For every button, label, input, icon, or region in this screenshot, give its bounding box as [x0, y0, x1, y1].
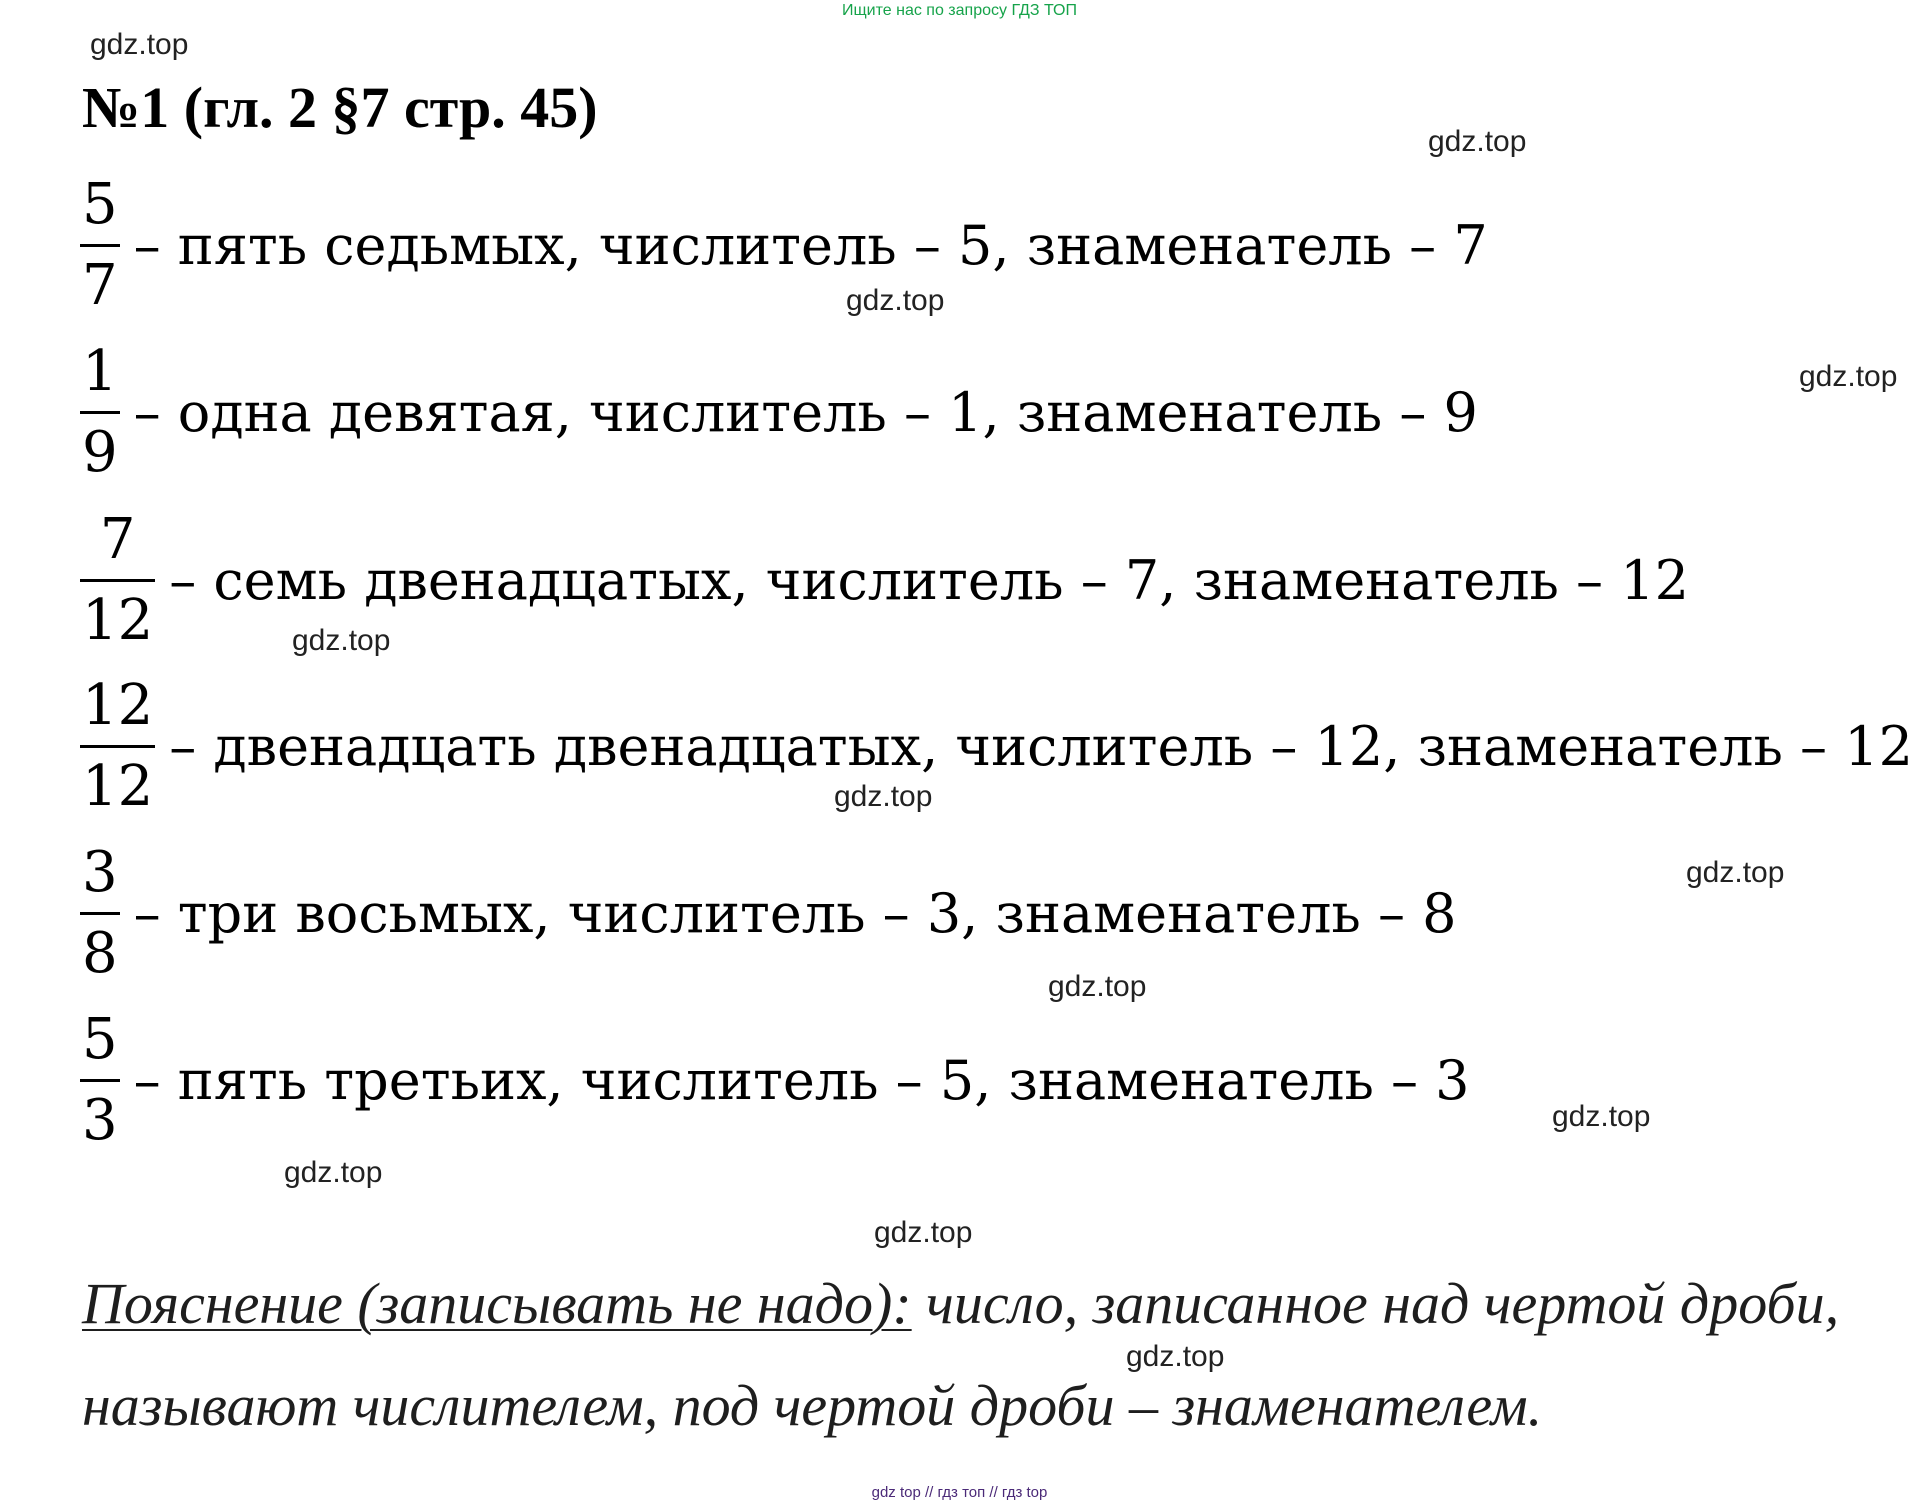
fraction-description: – одна девятая, числитель – 1, знаменатель – 9 [133, 380, 1478, 444]
fraction-row [80, 1006, 1470, 1153]
numerator: 7 [99, 506, 136, 572]
numerator: 5 [82, 171, 118, 237]
denominator: 7 [82, 252, 118, 318]
top-banner: Ищите нас по запросу ГДЗ ТОП [842, 2, 1077, 19]
fraction [80, 501, 155, 660]
denominator: 8 [82, 920, 118, 986]
explanation-line-1 [82, 1270, 1839, 1337]
numerator: 1 [82, 338, 118, 404]
watermark: gdz.top [846, 284, 945, 317]
fraction-description: – три восьмых, числитель – 3, знаменатель – 8 [133, 881, 1457, 945]
fraction-row [80, 338, 1478, 485]
watermark: gdz.top [292, 624, 391, 657]
page-title: №1 (гл. 2 §7 стр. 45) [82, 75, 598, 140]
watermark: gdz.top [90, 28, 189, 61]
explanation-text: число, записанное над чертой дроби, [926, 1271, 1840, 1336]
fraction-row [80, 672, 1913, 819]
fraction [80, 834, 120, 993]
fraction-row [80, 171, 1488, 318]
denominator: 12 [82, 753, 154, 819]
watermark: gdz.top [1686, 856, 1785, 889]
numerator: 12 [82, 672, 154, 738]
watermark: gdz.top [1048, 970, 1147, 1003]
watermark: gdz.top [1799, 360, 1898, 393]
watermark: gdz.top [1126, 1340, 1225, 1373]
fraction-description: – пять третьих, числитель – 5, знаменатель – 3 [133, 1048, 1470, 1112]
watermark: gdz.top [1428, 125, 1527, 158]
fraction-row [80, 506, 1689, 653]
watermark: gdz.top [834, 780, 933, 813]
denominator: 12 [82, 587, 154, 653]
numerator: 5 [82, 1006, 118, 1072]
fraction [80, 1001, 120, 1160]
explanation-line-2: называют числителем, под чертой дроби – знаменателем. [82, 1373, 1543, 1438]
fraction [80, 667, 155, 826]
watermark: gdz.top [284, 1156, 383, 1189]
fraction [80, 333, 120, 492]
fraction-description: – двенадцать двенадцатых, числитель – 12, знаменатель – 12 [169, 714, 1913, 778]
watermark: gdz.top [1552, 1100, 1651, 1133]
denominator: 3 [82, 1087, 118, 1153]
fraction [80, 166, 120, 325]
fraction-description: – семь двенадцатых, числитель – 7, знаменатель – 12 [169, 548, 1689, 612]
numerator: 3 [82, 839, 118, 905]
fraction-row [80, 839, 1457, 986]
explanation-label: Пояснение (записывать не надо): [82, 1271, 912, 1336]
fraction-description: – пять седьмых, числитель – 5, знаменатель – 7 [133, 213, 1488, 277]
watermark: gdz.top [874, 1216, 973, 1249]
footer: gdz top // гдз топ // гдз top [871, 1484, 1048, 1501]
denominator: 9 [82, 419, 118, 485]
